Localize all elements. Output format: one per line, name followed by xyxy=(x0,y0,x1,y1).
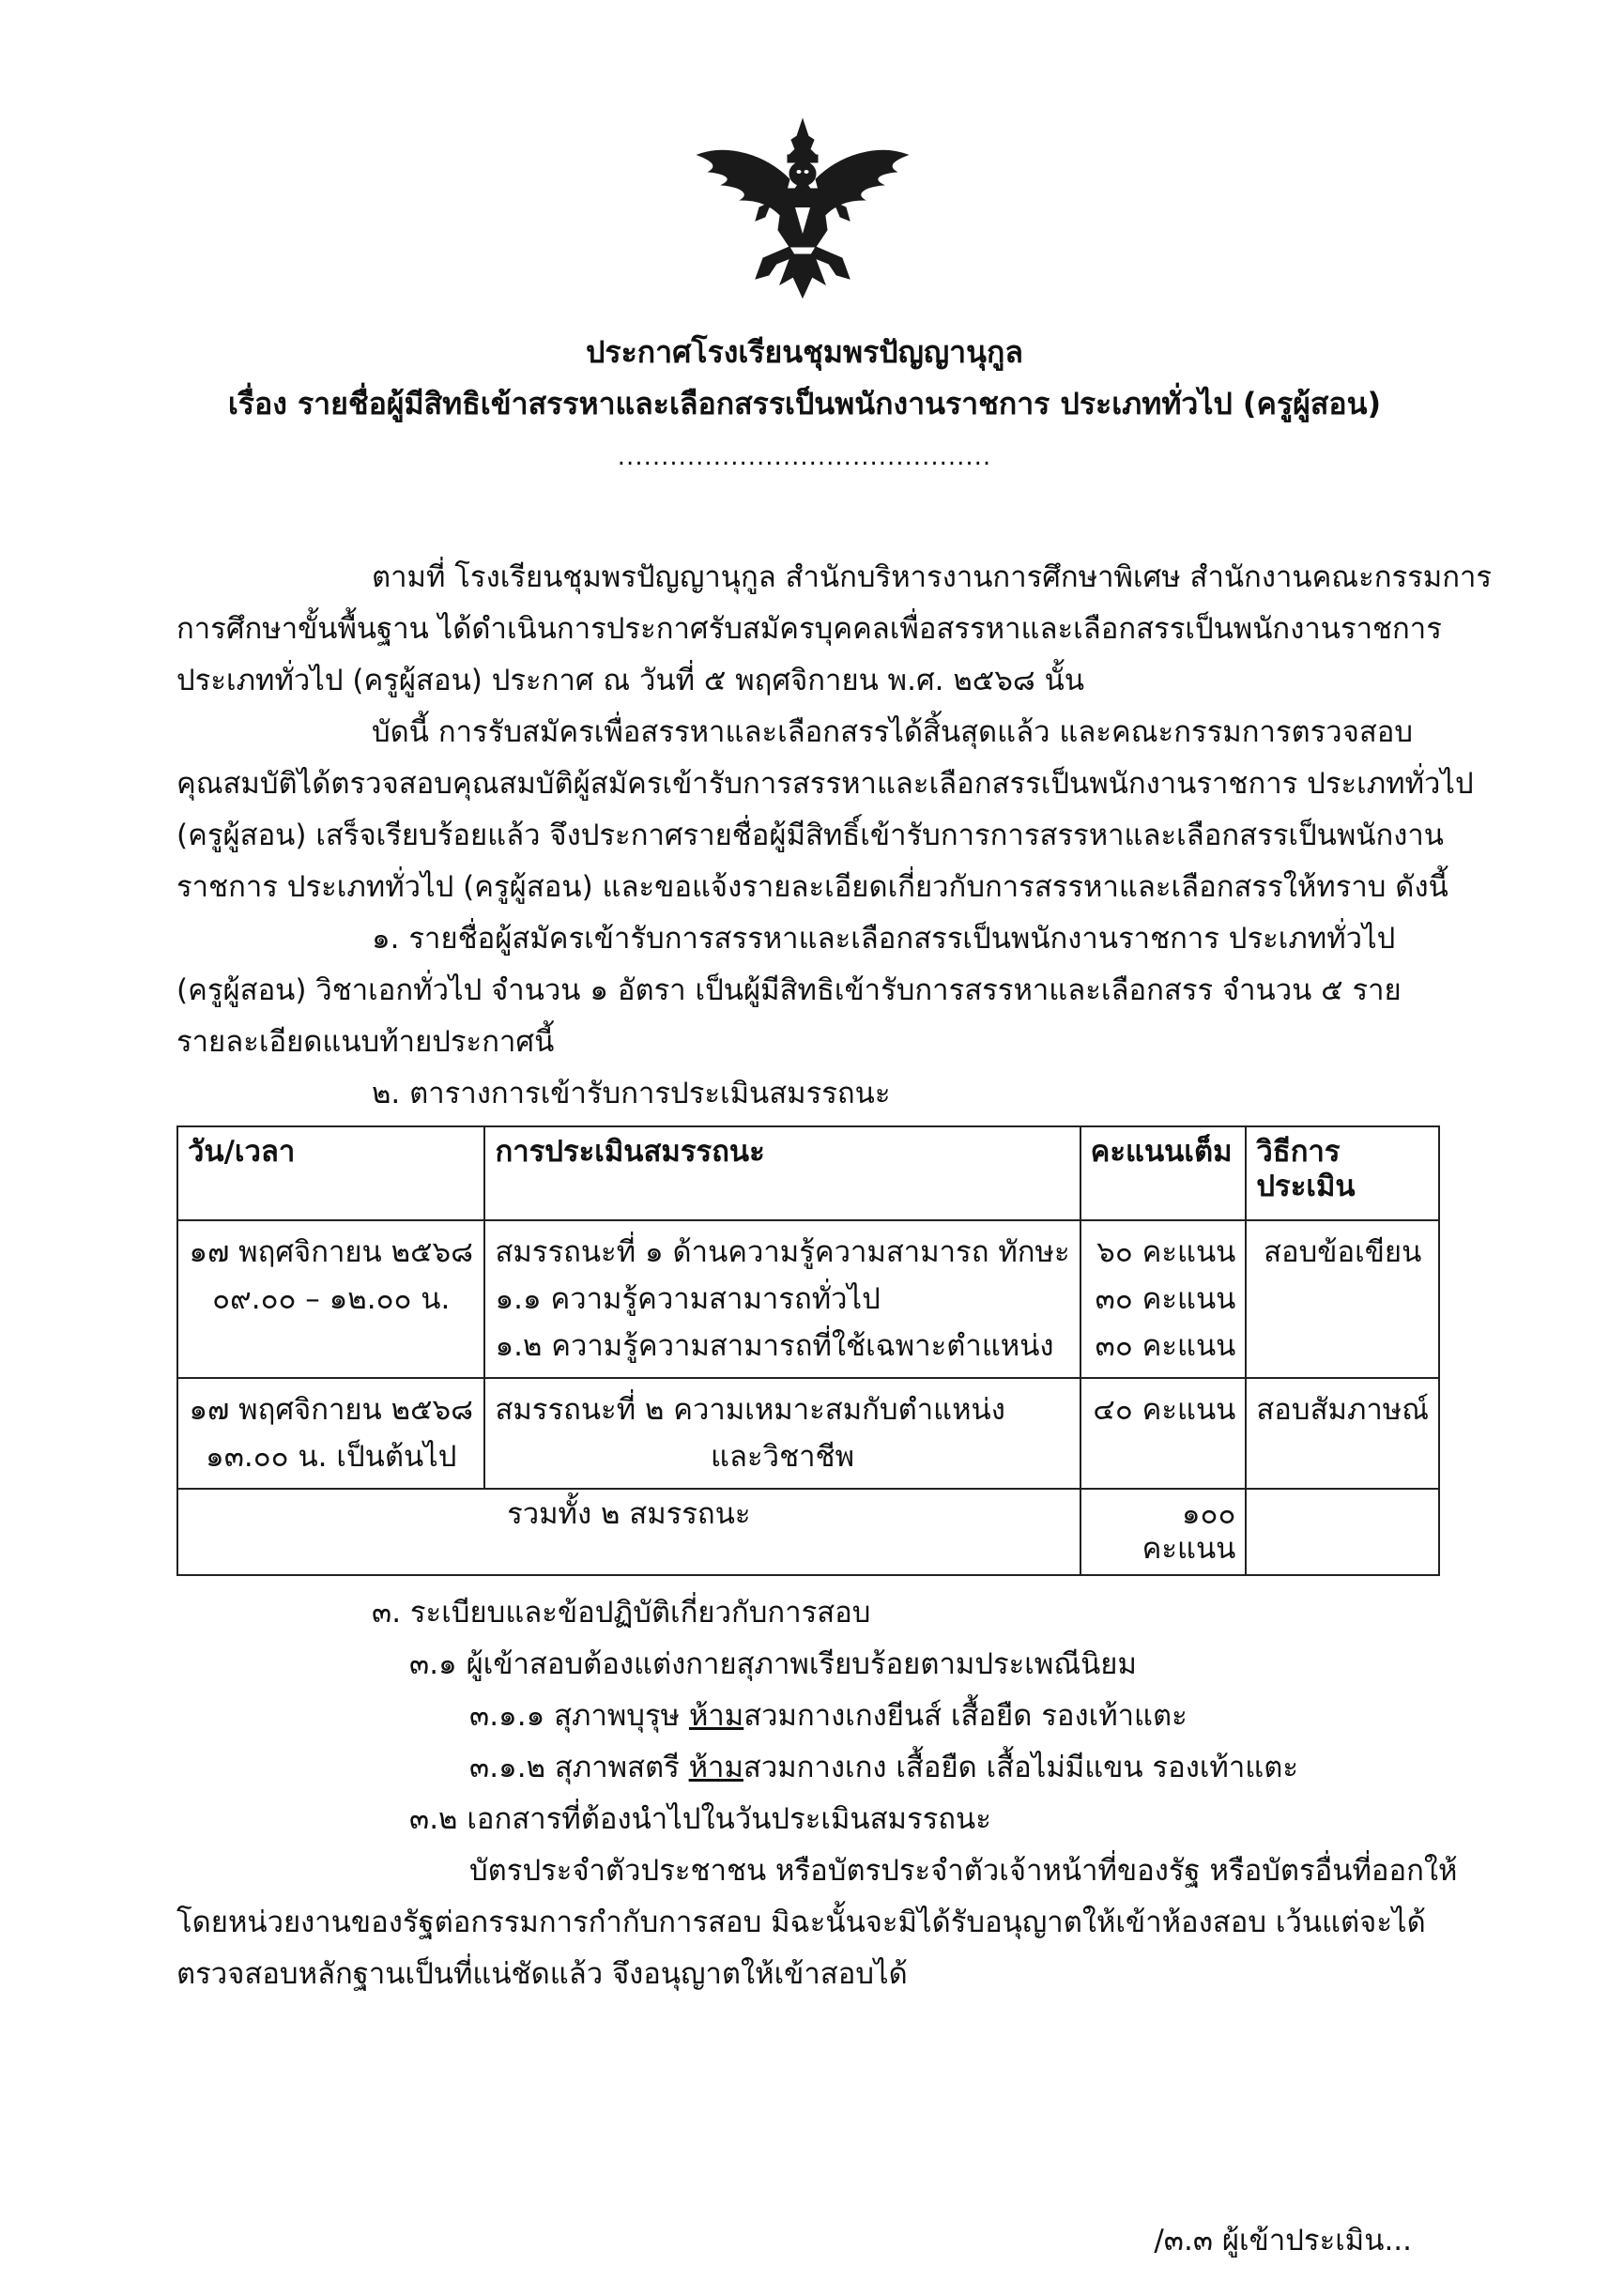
row1-date-cell xyxy=(177,1220,484,1378)
rule-3-1-1-rest: สวมกางเกงยีนส์ เสื้อยืด รองเท้าแตะ xyxy=(743,1699,1188,1733)
rule-3-1-1-forbid: ห้าม xyxy=(688,1699,744,1733)
paragraph-3-line-2: (ครูผู้สอน) วิชาเอกทั่วไป จำนวน ๑ อัตรา เป็นผู้มีสิทธิเข้ารับการสรรหาและเลือกสรร จำนวน ๕ ราย xyxy=(176,973,1402,1007)
row2-date: ๑๗ พฤศจิกายน ๒๕๖๘ xyxy=(189,1393,474,1427)
row1-item-1: สมรรถนะที่ ๑ ด้านความรู้ความสามารถ ทักษะ xyxy=(495,1235,1070,1269)
announcement-title: ประกาศโรงเรียนชุมพรปัญญานุกูล xyxy=(586,334,1023,370)
header-date-time: วัน/เวลา xyxy=(177,1126,484,1220)
total-empty-cell xyxy=(1246,1489,1439,1575)
row2-date-cell xyxy=(177,1378,484,1489)
rule-3-1-2 xyxy=(469,1751,1298,1785)
rule-3-1-1-prefix: ๓.๑.๑ สุภาพบุรุษ xyxy=(469,1699,689,1733)
row2-item-2: และวิชาชีพ xyxy=(711,1440,855,1474)
row1-score-cell xyxy=(1080,1220,1247,1378)
garuda-emblem-icon xyxy=(690,117,915,300)
table-row xyxy=(177,1378,1439,1489)
table-row xyxy=(177,1220,1439,1378)
row2-time: ๑๓.๐๐ น. เป็นต้นไป xyxy=(206,1440,457,1474)
row1-score-1: ๖๐ คะแนน xyxy=(1096,1235,1236,1269)
paragraph-3-line-1: ๑. รายชื่อผู้สมัครเข้ารับการสรรหาและเลือกสรรเป็นพนักงานราชการ ประเภททั่วไป xyxy=(372,922,1396,956)
row1-item-2: ๑.๑ ความรู้ความสามารถทั่วไป xyxy=(495,1282,881,1316)
rule-3-2-text-line-3: ตรวจสอบหลักฐานเป็นที่แน่ชัดแล้ว จึงอนุญาตให้เข้าสอบได้ xyxy=(176,1957,908,1991)
row2-method-cell xyxy=(1246,1378,1439,1489)
rule-3-1-1 xyxy=(469,1699,1188,1734)
title-separator: ........................................... xyxy=(617,443,992,471)
rule-3-2-text-line-1: บัตรประจำตัวประชาชน หรือบัตรประจำตัวเจ้าหน้าที่ของรัฐ หรือบัตรอื่นที่ออกให้ xyxy=(469,1854,1458,1888)
rule-3-1-2-rest: สวมกางเกง เสื้อยืด เสื้อไม่มีแขน รองเท้าแตะ xyxy=(743,1751,1299,1784)
paragraph-2-line-4: ราชการ ประเภททั่วไป (ครูผู้สอน) และขอแจ้งรายละเอียดเกี่ยวกับการสรรหาและเลือกสรรให้ทราบ ดังนี้ xyxy=(176,870,1448,904)
row2-score: ๔๐ คะแนน xyxy=(1093,1393,1236,1427)
header-method xyxy=(1246,1126,1439,1220)
row1-competency-cell xyxy=(484,1220,1080,1378)
table-header-row xyxy=(177,1126,1439,1220)
paragraph-3-line-3: รายละเอียดแนบท้ายประกาศนี้ xyxy=(176,1025,555,1059)
competency-evaluation-table xyxy=(176,1125,1440,1576)
section-3-heading: ๓. ระเบียบและข้อปฏิบัติเกี่ยวกับการสอบ xyxy=(372,1596,871,1630)
rule-3-1: ๓.๑ ผู้เข้าสอบต้องแต่งกายสุภาพเรียบร้อยตามประเพณีนิยม xyxy=(409,1647,1137,1681)
section-2-heading: ๒. ตารางการเข้ารับการประเมินสมรรถนะ xyxy=(372,1077,891,1110)
rule-3-2: ๓.๒ เอกสารที่ต้องนำไปในวันประเมินสมรรถนะ xyxy=(409,1802,991,1836)
announcement-subject: เรื่อง รายชื่อผู้มีสิทธิเข้าสรรหาและเลือกสรรเป็นพนักงานราชการ ประเภททั่วไป (ครูผู้สอน) xyxy=(227,386,1382,421)
header-method-line-2: ประเมิน xyxy=(1256,1170,1356,1204)
row1-method: สอบข้อเขียน xyxy=(1264,1235,1422,1269)
row1-score-3: ๓๐ คะแนน xyxy=(1095,1329,1236,1363)
row1-date: ๑๗ พฤศจิกายน ๒๕๖๘ xyxy=(189,1235,474,1269)
next-page-reference: /๓.๓ ผู้เข้าประเมิน... xyxy=(1154,2224,1412,2258)
total-score: ๑๐๐ คะแนน xyxy=(1080,1489,1247,1575)
row2-competency-cell xyxy=(484,1378,1080,1489)
rule-3-2-text-line-2: โดยหน่วยงานของรัฐต่อกรรมการกำกับการสอบ มิฉะนั้นจะมิได้รับอนุญาตให้เข้าห้องสอบ เว้นแต่จะได้ xyxy=(176,1906,1426,1939)
header-method-line-1: วิธีการ xyxy=(1256,1135,1341,1169)
row1-method-cell xyxy=(1246,1220,1439,1378)
row2-score-cell xyxy=(1080,1378,1247,1489)
paragraph-2-line-1: บัดนี้ การรับสมัครเพื่อสรรหาและเลือกสรรได้สิ้นสุดแล้ว และคณะกรรมการตรวจสอบ xyxy=(372,715,1414,749)
paragraph-2-line-2: คุณสมบัติได้ตรวจสอบคุณสมบัติผู้สมัครเข้ารับการสรรหาและเลือกสรรเป็นพนักงานราชการ ประเภททั่วไป xyxy=(176,767,1474,801)
rule-3-1-2-forbid: ห้าม xyxy=(688,1751,743,1784)
header-full-score: คะแนนเต็ม xyxy=(1080,1126,1247,1220)
row1-item-3: ๑.๒ ความรู้ความสามารถที่ใช้เฉพาะตำแหน่ง xyxy=(495,1329,1054,1363)
header-competency: การประเมินสมรรถนะ xyxy=(484,1126,1080,1220)
row1-score-2: ๓๐ คะแนน xyxy=(1095,1282,1236,1316)
paragraph-1-line-1: ตามที่ โรงเรียนชุมพรปัญญานุกูล สำนักบริหารงานการศึกษาพิเศษ สำนักงานคณะกรรมการ xyxy=(372,560,1493,594)
row1-time: ๐๙.๐๐ – ๑๒.๐๐ น. xyxy=(212,1282,451,1316)
paragraph-2-line-3: (ครูผู้สอน) เสร็จเรียบร้อยแล้ว จึงประกาศรายชื่อผู้มีสิทธิ์เข้ารับการการสรรหาและเลือกสรรเป็นพนักงาน xyxy=(176,819,1444,852)
paragraph-1-line-3: ประเภททั่วไป (ครูผู้สอน) ประกาศ ณ วันที่ ๕ พฤศจิกายน พ.ศ. ๒๕๖๘ นั้น xyxy=(176,664,1085,697)
paragraph-1-line-2: การศึกษาขั้นพื้นฐาน ได้ดำเนินการประกาศรับสมัครบุคคลเพื่อสรรหาและเลือกสรรเป็นพนักงานราชการ xyxy=(176,612,1442,646)
total-label: รวมทั้ง ๒ สมรรถนะ xyxy=(177,1489,1080,1575)
row2-method: สอบสัมภาษณ์ xyxy=(1256,1393,1429,1427)
row2-item-1: สมรรถนะที่ ๒ ความเหมาะสมกับตำแหน่ง xyxy=(495,1393,1005,1427)
rule-3-1-2-prefix: ๓.๑.๒ สุภาพสตรี xyxy=(469,1751,689,1784)
table-total-row xyxy=(177,1489,1439,1575)
